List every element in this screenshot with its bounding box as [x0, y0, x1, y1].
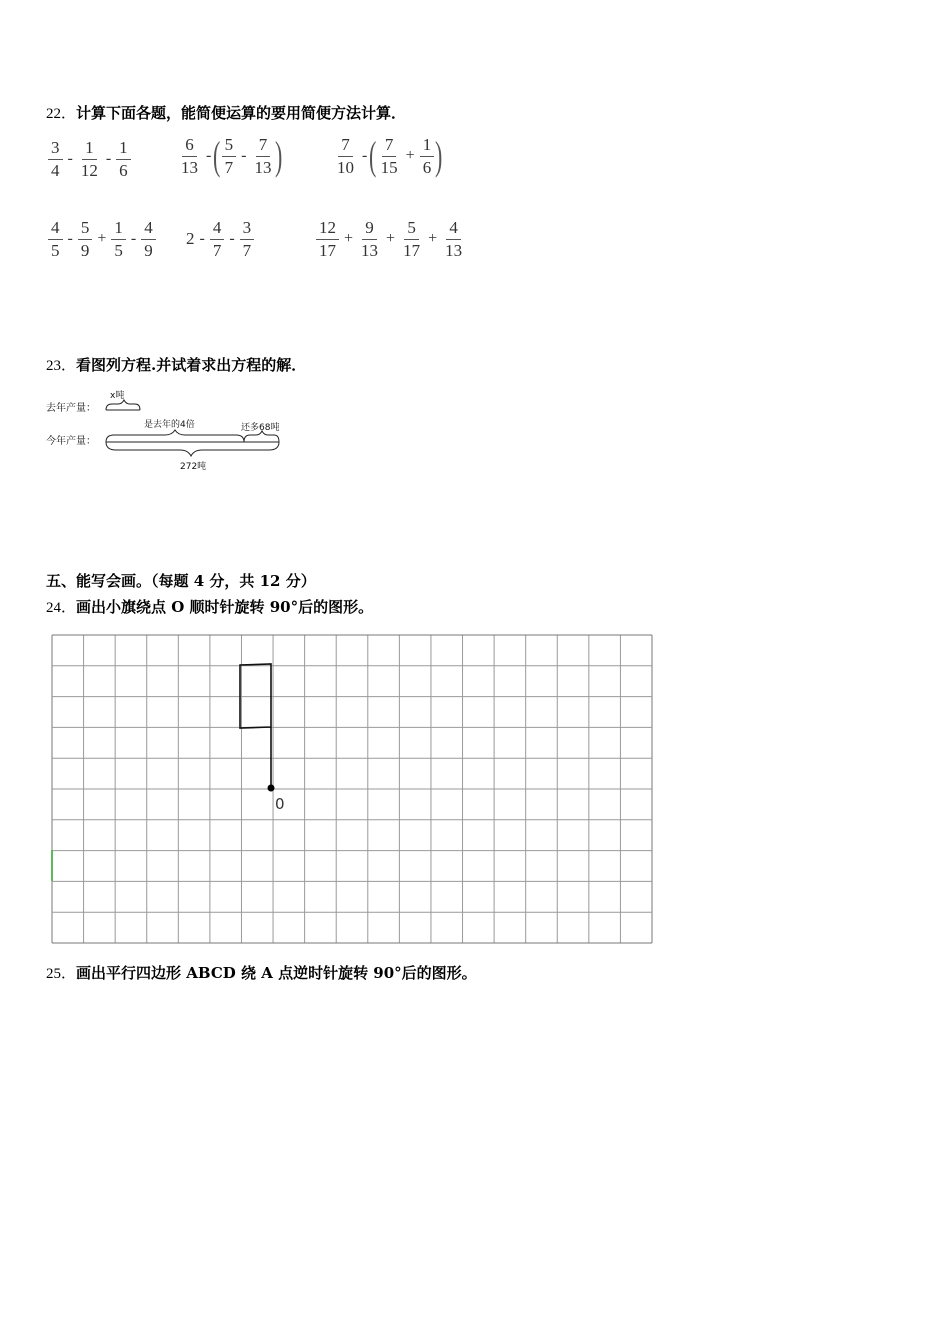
x-ton-label: x吨 [110, 391, 125, 401]
q25-heading [46, 962, 477, 983]
fraction: $\frac{9}{13}$ [361, 218, 379, 260]
q23-heading [46, 354, 306, 375]
point-o-label: 0 [275, 795, 285, 813]
fraction: $\frac{4}{9}$ [141, 218, 156, 260]
right-paren: ) [275, 133, 283, 179]
fraction: $\frac{7}{13}$ [254, 135, 272, 177]
fraction: $\frac{1}{6}$ [420, 135, 435, 177]
q22-expression-5: 2 - $\frac{4}{7}$ - $\frac{3}{7}$ [186, 218, 256, 260]
fraction: $\frac{5}{7}$ [222, 135, 237, 177]
times-brace [106, 430, 244, 442]
q25-title: 画出平行四边形 ABCD 绕 A 点逆时针旋转 90°后的图形。 [76, 964, 477, 982]
left-paren: ( [369, 133, 377, 179]
fraction: $\frac{4}{5}$ [48, 218, 63, 260]
q22-title: 计算下面各题，能简便运算的要用简便方法计算． [76, 104, 407, 122]
q24-square-grid [50, 633, 654, 945]
q22-expression-4: $\frac{4}{5}$ - $\frac{5}{9}$ + $\frac{1}{5}$ - $\frac{4}{9}$ [46, 218, 158, 260]
fraction: $\frac{7}{10}$ [337, 135, 354, 177]
q23-bar-diagram [40, 384, 300, 479]
fraction: $\frac{5}{9}$ [78, 218, 93, 260]
q24-title: 画出小旗绕点 O 顺时针旋转 90°后的图形。 [76, 598, 374, 616]
q22-heading [46, 102, 406, 123]
last-year-label: 去年产量： [46, 403, 96, 414]
q25-number: 25． [46, 966, 77, 982]
fraction: $\frac{1}{12}$ [80, 138, 98, 180]
grid-lines [52, 635, 652, 943]
fraction: $\frac{4}{7}$ [210, 218, 225, 260]
fraction: $\frac{1}{5}$ [111, 218, 126, 260]
right-paren: ) [435, 133, 443, 179]
times-label: 是去年的4倍 [144, 420, 195, 430]
flag-shape [240, 664, 271, 788]
left-paren: ( [213, 133, 221, 179]
q23-title: 看图列方程.并试着求出方程的解． [76, 356, 307, 374]
q22-expression-3: $\frac{7}{10}$ - ( $\frac{7}{15}$ + $\frac{1}{6}$ ) [332, 135, 442, 177]
this-year-label: 今年产量： [46, 436, 96, 447]
q22-expression-1: $\frac{3}{4}$ - $\frac{1}{12}$ - $\frac{1}{6}$ [46, 138, 133, 180]
q22-expression-2: $\frac{6}{13}$ - ( $\frac{5}{7}$ - $\frac{7}{13}$ ) [176, 135, 282, 177]
fraction: $\frac{3}{4}$ [48, 138, 63, 180]
fraction: $\frac{3}{7}$ [240, 218, 255, 260]
q24-heading [46, 596, 373, 617]
q24-number: 24． [46, 600, 77, 616]
q22-number: 22． [46, 106, 77, 122]
total-label: 272吨 [180, 462, 207, 472]
point-o [268, 785, 275, 792]
section-5-title: 五、能写会画。（每题 4 分，共 12 分） [46, 572, 316, 590]
total-brace [106, 442, 279, 456]
q22-expression-6: $\frac{12}{17}$ + $\frac{9}{13}$ + $\frac{5}{17}$ + $\frac{4}{13}$ [314, 218, 467, 260]
fraction: $\frac{5}{17}$ [403, 218, 421, 260]
fraction: $\frac{12}{17}$ [316, 218, 339, 260]
fraction: $\frac{7}{15}$ [380, 135, 398, 177]
fraction: $\frac{4}{13}$ [445, 218, 463, 260]
q23-number: 23． [46, 358, 77, 374]
fraction: $\frac{6}{13}$ [181, 135, 198, 177]
x-brace [106, 400, 140, 410]
more-label: 还多68吨 [241, 423, 280, 433]
fraction: $\frac{1}{6}$ [116, 138, 131, 180]
